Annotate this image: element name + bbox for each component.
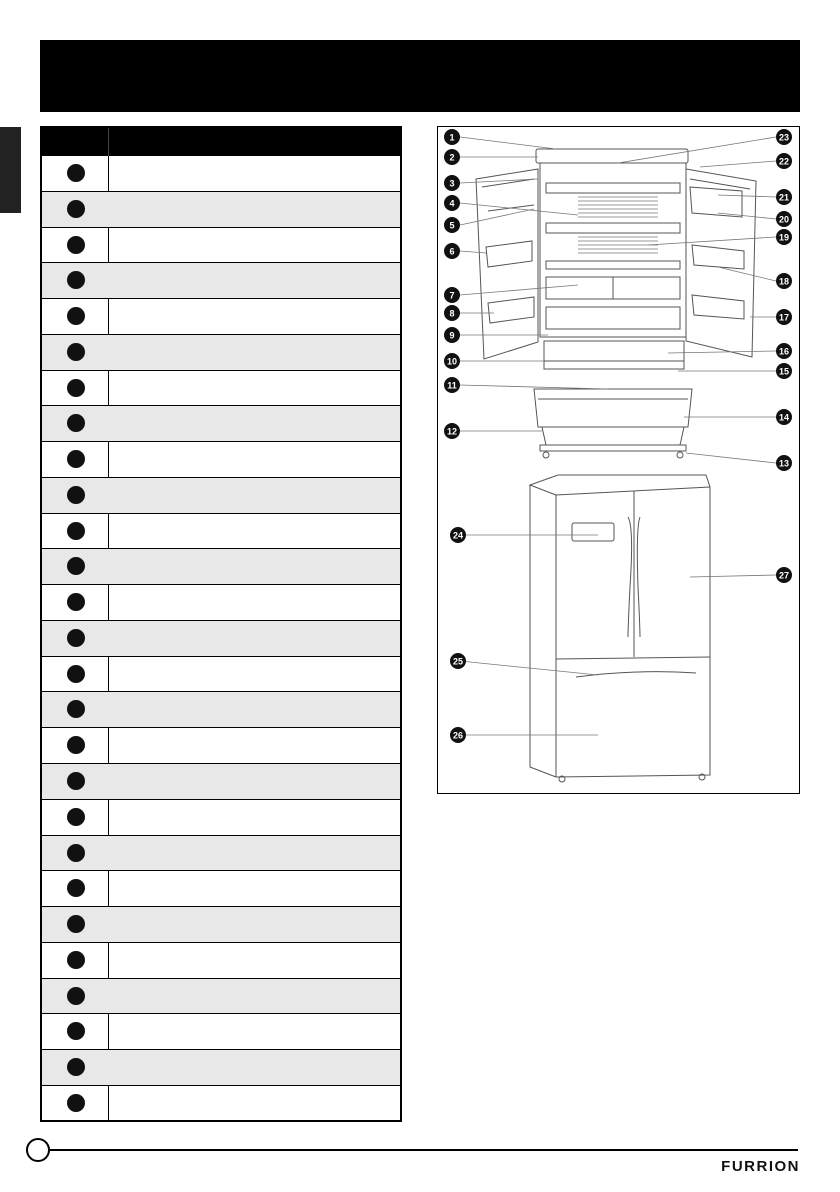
- cabinet-top: [536, 149, 688, 163]
- callout-label: 1: [449, 132, 455, 143]
- callout-label: 6: [449, 246, 455, 257]
- callout-label: 12: [446, 426, 458, 437]
- callout-label: 25: [452, 656, 464, 667]
- callout-13: [776, 455, 792, 471]
- callout-label: 22: [778, 156, 790, 167]
- callout-label: 26: [452, 730, 464, 741]
- callout-label: 11: [447, 380, 457, 391]
- callout-25: [450, 653, 466, 669]
- callout-19: [776, 229, 792, 245]
- row-number-dot: [67, 987, 85, 1005]
- callout-18: [776, 273, 792, 289]
- callout-label: 2: [449, 152, 455, 163]
- callout-label: 10: [446, 356, 458, 367]
- row-number-dot: [67, 665, 85, 683]
- table-row: [42, 335, 400, 371]
- table-row: [42, 871, 400, 907]
- row-number-dot: [67, 1094, 85, 1112]
- table-row: [42, 371, 400, 407]
- table-row: [42, 621, 400, 657]
- foot-left: [543, 452, 549, 458]
- callout-23: [776, 129, 792, 145]
- row-number-dot: [67, 736, 85, 754]
- header-divider: [108, 128, 109, 156]
- callout-8: [444, 305, 460, 321]
- fridge-interior: [540, 163, 686, 337]
- page-number-circle: [26, 1138, 50, 1162]
- table-rows: [42, 156, 400, 1122]
- table-header: [42, 128, 400, 156]
- shelf-3: [546, 261, 680, 269]
- callout-14: [776, 409, 792, 425]
- right-door-handle: [637, 517, 640, 637]
- table-row: [42, 478, 400, 514]
- table-row: [42, 979, 400, 1015]
- row-number-dot: [67, 307, 85, 325]
- freezer-basket-upper: [534, 389, 692, 427]
- table-row: [42, 192, 400, 228]
- callout-4: [444, 195, 460, 211]
- row-number-dot: [67, 593, 85, 611]
- shelf-2: [546, 223, 680, 233]
- callout-20: [776, 211, 792, 227]
- table-row: [42, 442, 400, 478]
- row-number-dot: [67, 879, 85, 897]
- row-number-dot: [67, 200, 85, 218]
- callout-2: [444, 149, 460, 165]
- row-number-dot: [67, 236, 85, 254]
- table-row: [42, 1014, 400, 1050]
- callout-label: 19: [778, 232, 790, 243]
- row-number-dot: [67, 379, 85, 397]
- callout-1: [444, 129, 460, 145]
- table-row: [42, 907, 400, 943]
- callout-label: 4: [449, 198, 455, 209]
- callout-22: [776, 153, 792, 169]
- callout-label: 7: [449, 290, 455, 301]
- freezer-base: [540, 445, 686, 451]
- table-row: [42, 549, 400, 585]
- callout-label: 23: [778, 132, 790, 143]
- table-row: [42, 836, 400, 872]
- row-number-dot: [67, 414, 85, 432]
- callout-label: 20: [778, 214, 790, 225]
- table-row: [42, 228, 400, 264]
- brand-logo: FURRION: [721, 1158, 800, 1175]
- callout-21: [776, 189, 792, 205]
- callout-label: 17: [778, 312, 790, 323]
- callout-label: 21: [778, 192, 790, 203]
- left-door-bin-lower: [488, 297, 534, 323]
- callout-label: 8: [449, 308, 455, 319]
- callout-label: 16: [778, 346, 790, 357]
- table-row: [42, 728, 400, 764]
- row-number-dot: [67, 808, 85, 826]
- table-row: [42, 585, 400, 621]
- table-row: [42, 156, 400, 192]
- footer-line: [40, 1149, 798, 1151]
- right-door-bin-lower: [692, 295, 744, 319]
- callout-label: 5: [449, 220, 455, 231]
- table-row: [42, 406, 400, 442]
- row-number-dot: [67, 1022, 85, 1040]
- freezer-split: [556, 657, 710, 659]
- callout-label: 24: [452, 530, 464, 541]
- callout-label: 13: [778, 458, 790, 469]
- callout-label: 18: [778, 276, 790, 287]
- right-door: [686, 169, 756, 357]
- fridge-diagram: [437, 126, 800, 794]
- table-row: [42, 692, 400, 728]
- callout-3: [444, 175, 460, 191]
- row-number-dot: [67, 915, 85, 933]
- callout-16: [776, 343, 792, 359]
- right-door-bin-upper: [692, 245, 744, 269]
- callout-27: [776, 567, 792, 583]
- table-row: [42, 800, 400, 836]
- table-row: [42, 764, 400, 800]
- callout-label: 3: [449, 178, 455, 189]
- row-number-dot: [67, 844, 85, 862]
- row-number-dot: [67, 343, 85, 361]
- callout-label: 14: [778, 412, 790, 423]
- row-number-dot: [67, 450, 85, 468]
- callout-label: 15: [778, 366, 790, 377]
- closed-fridge-side: [530, 485, 556, 777]
- freezer-top-drawer: [544, 341, 684, 369]
- deli-drawer: [546, 307, 680, 329]
- row-number-dot: [67, 1058, 85, 1076]
- fridge-diagram-svg: [438, 127, 798, 793]
- callout-10: [444, 353, 460, 369]
- closed-fridge-body: [530, 475, 710, 777]
- callout-17: [776, 309, 792, 325]
- callout-label: 9: [449, 330, 455, 341]
- row-number-dot: [67, 486, 85, 504]
- row-number-dot: [67, 951, 85, 969]
- row-number-dot: [67, 629, 85, 647]
- callout-badges: [444, 129, 792, 743]
- control-panel: [572, 523, 614, 541]
- left-door-bin-upper: [486, 241, 532, 267]
- callout-26: [450, 727, 466, 743]
- table-row: [42, 514, 400, 550]
- header-bar: [40, 40, 800, 112]
- callout-5: [444, 217, 460, 233]
- row-number-dot: [67, 164, 85, 182]
- callout-15: [776, 363, 792, 379]
- foot-right: [677, 452, 683, 458]
- parts-table: [40, 126, 402, 1122]
- table-row: [42, 263, 400, 299]
- table-row: [42, 1086, 400, 1122]
- shelf-1: [546, 183, 680, 193]
- callout-24: [450, 527, 466, 543]
- freezer-basket-lower: [542, 427, 684, 445]
- callout-7: [444, 287, 460, 303]
- callout-11: [444, 377, 460, 393]
- row-number-dot: [67, 557, 85, 575]
- table-row: [42, 299, 400, 335]
- row-number-dot: [67, 772, 85, 790]
- callout-9: [444, 327, 460, 343]
- table-row: [42, 1050, 400, 1086]
- left-door-handle: [628, 517, 632, 637]
- callout-label: 27: [778, 570, 790, 581]
- side-tab: [0, 127, 21, 213]
- callout-12: [444, 423, 460, 439]
- row-number-dot: [67, 522, 85, 540]
- row-number-dot: [67, 700, 85, 718]
- row-number-dot: [67, 271, 85, 289]
- right-door-bin-top: [690, 187, 742, 217]
- table-row: [42, 657, 400, 693]
- table-row: [42, 943, 400, 979]
- closed-fridge-top-edge: [556, 487, 710, 495]
- callout-6: [444, 243, 460, 259]
